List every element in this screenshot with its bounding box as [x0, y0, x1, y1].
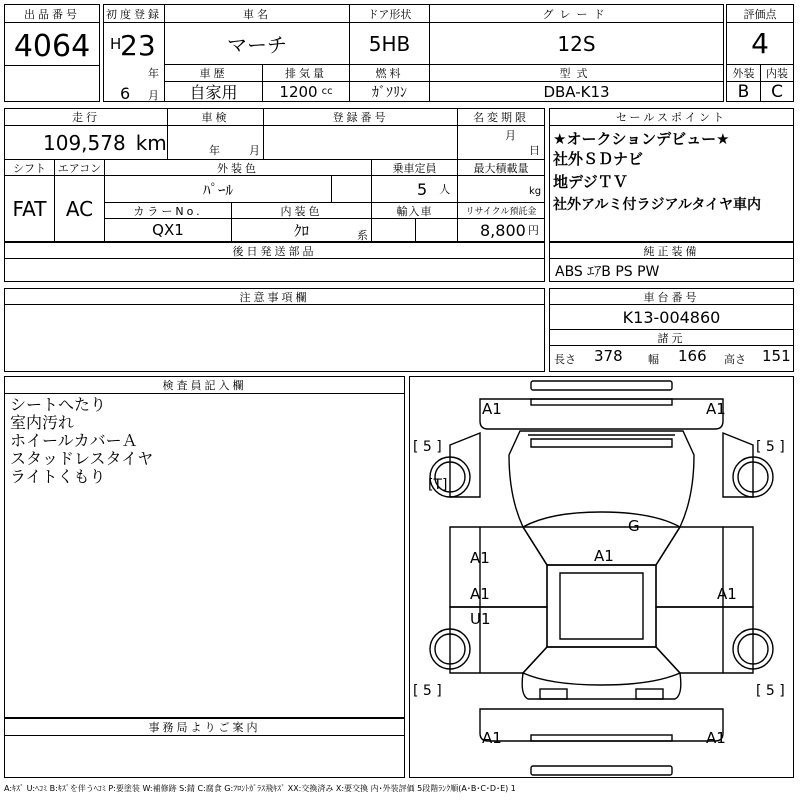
- door-type: 5HB: [368, 31, 411, 56]
- later-parts-box: [4, 242, 545, 282]
- car-diagram: [409, 376, 794, 778]
- color-no: QX1: [152, 221, 184, 239]
- car-name-label: 車名: [243, 7, 271, 21]
- aircon: AC: [65, 196, 94, 221]
- name-change-month-unit: 月: [505, 129, 516, 142]
- exterior-grade-label: 外装: [732, 67, 755, 80]
- car-diagram-svg: [410, 377, 793, 777]
- length: 378: [594, 347, 623, 365]
- car-name: マーチ: [227, 33, 287, 57]
- grade: 12S: [557, 31, 596, 56]
- import-label: 輸入車: [396, 204, 433, 218]
- inspector-box: [4, 376, 405, 718]
- displacement: 1200: [279, 82, 318, 101]
- exterior-grade: B: [737, 81, 750, 102]
- tread-front-right: [ 5 ]: [756, 439, 785, 455]
- office-label: 事務局よりご案内: [148, 721, 261, 734]
- lot-box: [4, 4, 100, 102]
- inspector-line-3: ホイールカバーＡ: [10, 431, 138, 450]
- mileage-unit: km: [135, 131, 167, 155]
- door-label: ドア形状: [367, 7, 412, 21]
- spare-tire: [T]: [428, 477, 448, 493]
- recycle: 8,800: [480, 220, 526, 240]
- office-box: [4, 718, 405, 778]
- damage-left-rear-door: A1: [470, 585, 490, 603]
- damage-roof: A1: [594, 547, 614, 565]
- chassis-number: K13-004860: [622, 307, 721, 327]
- sales-line-2: 社外ＳＤナビ: [553, 150, 644, 168]
- displacement-unit: cc: [321, 86, 333, 97]
- inspection-year-unit: 年: [209, 144, 220, 157]
- first-reg-year: 23: [120, 29, 156, 62]
- score-label: 評価点: [743, 7, 777, 21]
- displacement-label: 排気量: [285, 67, 327, 80]
- grade-label: グレード: [542, 7, 611, 21]
- capacity-label: 乗車定員: [392, 161, 437, 175]
- dims-label: 諸元: [657, 331, 686, 345]
- inspector-line-1: シートへたり: [10, 395, 107, 414]
- damage-front-right: A1: [706, 400, 726, 418]
- reg-number-label: 登録番号: [332, 111, 389, 124]
- name-change-day-unit: 日: [529, 144, 540, 157]
- recycle-cell: [480, 219, 539, 241]
- fuel-label: 燃料: [375, 67, 404, 80]
- fuel: ｶﾞｿﾘﾝ: [372, 84, 407, 101]
- width-label: 幅: [648, 353, 659, 366]
- first-reg-month-unit: 月: [148, 89, 159, 102]
- tread-rear-left: [ 5 ]: [413, 683, 442, 699]
- notes-box: [4, 288, 545, 372]
- mileage: 109,578: [43, 131, 126, 155]
- int-color: ｸﾛ: [293, 221, 309, 240]
- length-label: 長さ: [554, 353, 576, 366]
- damage-left-front-door: A1: [470, 549, 490, 567]
- inspector-line-5: ライトくもり: [10, 467, 106, 486]
- tread-front-left: [ 5 ]: [413, 439, 442, 455]
- ext-color: ﾊﾟｰﾙ: [202, 180, 233, 199]
- capacity: 5: [417, 179, 428, 199]
- recycle-label: リサイクル預託金: [465, 207, 537, 217]
- later-parts-label: 後日発送部品: [232, 244, 317, 258]
- shift-label: シフト: [13, 161, 46, 175]
- first-reg-year-unit: 年: [148, 67, 159, 80]
- mileage-cell: [43, 127, 167, 159]
- equipment-box: [549, 242, 794, 282]
- lot-label: 出品番号: [24, 7, 80, 21]
- tread-rear-right: [ 5 ]: [756, 683, 785, 699]
- sales-line-1: ★オークションデビュー★: [553, 130, 730, 148]
- interior-grade: C: [771, 81, 783, 102]
- ext-color-label: 外装色: [217, 161, 259, 175]
- mileage-label: 走行: [72, 111, 100, 124]
- damage-hood: G: [628, 517, 640, 535]
- capacity-cell: [417, 176, 450, 202]
- notes-label: 注意事項欄: [239, 290, 310, 304]
- inspection-label: 車検: [201, 111, 230, 124]
- sales-points-label: セールスポイント: [615, 111, 727, 124]
- int-color-label: 内装色: [280, 204, 323, 218]
- sales-line-3: 地デジＴＶ: [553, 173, 628, 191]
- capacity-unit: 人: [439, 183, 451, 196]
- model: DBA-K13: [543, 82, 610, 101]
- damage-rear-left: A1: [482, 729, 502, 747]
- chassis-box: [549, 288, 794, 372]
- damage-left-rear-door-dent: U1: [470, 610, 491, 628]
- lot-number: 4064: [13, 28, 91, 64]
- model-label: 型式: [559, 67, 594, 80]
- inspector-label: 検査員記入欄: [162, 379, 247, 392]
- chassis-label: 車台番号: [643, 290, 700, 304]
- history: 自家用: [189, 83, 238, 102]
- inspector-line-2: 室内汚れ: [10, 413, 75, 432]
- damage-front-left: A1: [482, 400, 502, 418]
- score: 4: [751, 27, 769, 60]
- damage-rear-right: A1: [706, 729, 726, 747]
- history-label: 車歴: [199, 67, 228, 80]
- width: 166: [678, 347, 707, 365]
- int-color-unit: 系: [357, 229, 368, 242]
- aircon-label: エアコン: [57, 161, 102, 175]
- color-no-label: カラーNo.: [133, 204, 203, 218]
- score-box: [726, 4, 794, 102]
- first-reg-era: H: [110, 35, 122, 53]
- equipment: ABS ｴｱB PS PW: [555, 263, 660, 280]
- interior-grade-label: 内装: [766, 67, 788, 80]
- name-change-label: 名変期限: [473, 111, 529, 124]
- inspector-line-4: スタッドレスタイヤ: [10, 449, 154, 468]
- recycle-unit: 円: [527, 224, 539, 237]
- sales-points-box: [549, 108, 794, 242]
- height: 151: [762, 347, 791, 365]
- vehicle-info-table: [103, 4, 724, 102]
- inspection-month-unit: 月: [249, 144, 260, 157]
- displacement-cell: [263, 82, 349, 101]
- first-reg-label: 初度登録: [106, 7, 162, 21]
- damage-right-rear-door: A1: [717, 585, 737, 603]
- shift: FAT: [12, 196, 47, 221]
- height-label: 高さ: [724, 353, 746, 366]
- max-load-unit: kg: [529, 186, 542, 197]
- first-reg-month: 6: [120, 84, 131, 103]
- sales-line-4: 社外アルミ付ラジアルタイヤ車内: [553, 197, 762, 213]
- equipment-label: 純正装備: [643, 244, 700, 258]
- legend: A:ｷｽﾞ U:ﾍｺﾐ B:ｷｽﾞを伴うﾍｺﾐ P:要塗装 W:補修跡 S:錆 C:腐食 G:ﾌﾛﾝﾄｶﾞﾗｽ飛ｷｽﾞ XX:交換済み X:要交換 内･外装評価 5段階ﾗﾝｸ順(A･B･C･D･E) 1: [4, 783, 516, 793]
- max-load-label: 最大積載量: [473, 161, 529, 175]
- detail-table: [4, 108, 545, 242]
